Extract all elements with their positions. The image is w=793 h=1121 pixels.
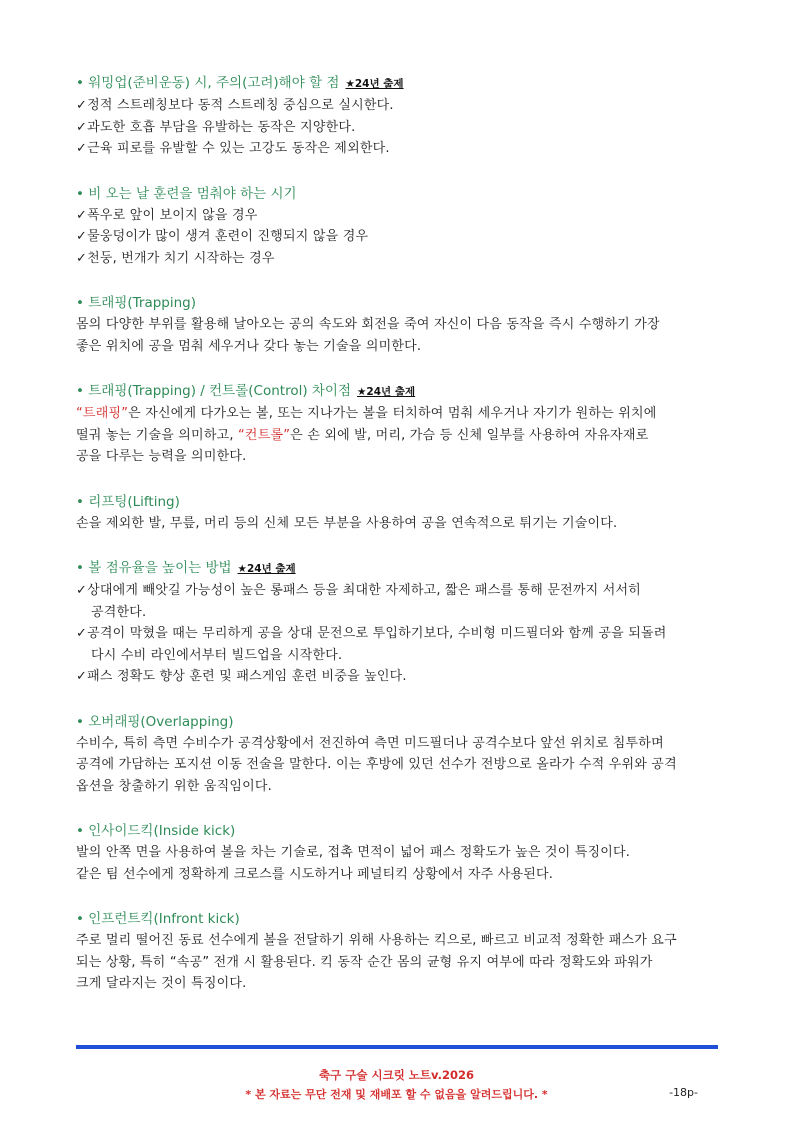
section-heading: • 트래핑(Trapping) / 컨트롤(Control) 차이점 ★24년 출제 — [76, 383, 416, 399]
body-text: “트래핑”은 자신에게 다가오는 볼, 또는 지나가는 볼을 터치하여 멈춰 세우거나 자기가 원하는 위치에 — [76, 406, 657, 421]
section-heading: • 리프팅(Lifting) — [76, 493, 180, 510]
check-item: ✓폭우로 앞이 보이지 않을 경우 — [76, 207, 258, 223]
section-heading: • 오버래핑(Overlapping) — [76, 713, 234, 730]
section-rain — [76, 183, 721, 270]
body-text: 주로 멀리 떨어진 동료 선수에게 볼을 전달하기 위해 사용하는 킥으로, 빠르고 비교적 정확한 패스가 요구 — [76, 933, 677, 948]
check-item: ✓공격이 막혔을 때는 무리하게 공을 상대 문전으로 투입하기보다, 수비형 미드필더와 함께 공을 되돌려 — [76, 626, 667, 641]
body-text: 몸의 다양한 부위를 활용해 날아오는 공의 속도와 회전을 죽여 자신이 다음 동작을 즉시 수행하기 가장 — [76, 317, 660, 332]
body-text: 같은 팀 선수에게 정확하게 크로스를 시도하거나 페널티킥 상황에서 자주 사용된다. — [76, 866, 554, 882]
section-heading: • 인프런트킥(Infront kick) — [76, 911, 240, 927]
page-content — [76, 72, 721, 1018]
body-text: 발의 안쪽 면을 사용하여 볼을 차는 기술로, 접촉 면적이 넓어 패스 정확도가 높은 것이 특징이다. — [76, 845, 631, 860]
section-infront-kick — [76, 908, 721, 995]
body-text: 공격에 가담하는 포지션 이동 전술을 말한다. 이는 후방에 있던 선수가 전방으로 올라가 수적 우위와 공격 — [76, 757, 677, 772]
section-lifting — [76, 491, 721, 535]
exam-badge: ★24년 출제 — [345, 78, 404, 90]
section-heading: • 트래핑(Trapping) — [76, 295, 197, 311]
check-item: ✓패스 정확도 향상 훈련 및 패스게임 훈련 비중을 높인다. — [76, 669, 407, 684]
check-item-continued: 다시 수비 라인에서부터 빌드업을 시작한다. — [91, 647, 343, 663]
check-item: ✓물웅덩이가 많이 생겨 훈련이 진행되지 않을 경우 — [76, 229, 369, 244]
body-text: 공을 다루는 능력을 의미한다. — [76, 449, 247, 464]
check-item: ✓천둥, 번개가 치기 시작하는 경우 — [76, 250, 275, 266]
highlight-term: “컨트롤” — [238, 427, 291, 443]
section-heading: • 워밍업(준비운동) 시, 주의(고려)해야 할 점 ★24년 출제 — [76, 75, 404, 91]
body-text: 손을 제외한 발, 무릎, 머리 등의 신체 모든 부분을 사용하여 공을 연속적으로 튀기는 기술이다. — [76, 515, 618, 531]
check-item: ✓과도한 호흡 부담을 유발하는 동작은 지양한다. — [76, 119, 356, 135]
section-heading: • 볼 점유율을 높이는 방법 ★24년 출제 — [76, 560, 296, 576]
section-trapping-vs-control — [76, 380, 721, 468]
footer-divider — [76, 1045, 718, 1049]
section-warmup — [76, 72, 721, 160]
body-text: 좋은 위치에 공을 멈춰 세우거나 갖다 놓는 기술을 의미한다. — [76, 338, 422, 354]
exam-badge: ★24년 출제 — [357, 386, 416, 398]
check-item: ✓상대에게 빼앗길 가능성이 높은 롱패스 등을 최대한 자제하고, 짧은 패스를 통해 문전까지 서서히 — [76, 583, 641, 598]
body-text: 옵션을 창출하기 위한 움직임이다. — [76, 778, 272, 794]
check-item: ✓근육 피로를 유발할 수 있는 고강도 동작은 제외한다. — [76, 141, 390, 156]
body-text: 수비수, 특히 측면 수비수가 공격상황에서 전진하여 측면 미드필더나 공격수보다 앞선 위치로 침투하며 — [76, 735, 664, 751]
copyright-notice: * 본 자료는 무단 전재 및 재배포 할 수 없음을 알려드립니다. * — [245, 1088, 548, 1101]
section-heading: • 비 오는 날 훈련을 멈춰야 하는 시기 — [76, 185, 297, 202]
section-overlapping — [76, 711, 721, 798]
body-text: 떨궈 놓는 기술을 의미하고, “컨트롤”은 손 외에 발, 머리, 가슴 등 신체 일부를 사용하여 자유자재로 — [76, 427, 649, 443]
body-text: 되는 상황, 특히 “속공” 전개 시 활용된다. 킥 동작 순간 몸의 균형 유지 여부에 따라 정확도와 파워가 — [76, 954, 653, 970]
section-heading: • 인사이드킥(Inside kick) — [76, 823, 236, 839]
section-possession — [76, 557, 721, 688]
section-inside-kick — [76, 820, 721, 885]
body-text: 크게 달라지는 것이 특징이다. — [76, 976, 247, 991]
footer-title: 축구 구술 시크릿 노트v.2026 — [319, 1068, 474, 1082]
exam-badge: ★24년 출제 — [237, 563, 296, 575]
check-item-continued: 공격한다. — [91, 604, 147, 620]
page-number: -18p- — [669, 1086, 698, 1099]
check-item: ✓정적 스트레칭보다 동적 스트레칭 중심으로 실시한다. — [76, 98, 394, 113]
section-trapping — [76, 292, 721, 357]
highlight-term: “트래핑” — [76, 406, 129, 421]
